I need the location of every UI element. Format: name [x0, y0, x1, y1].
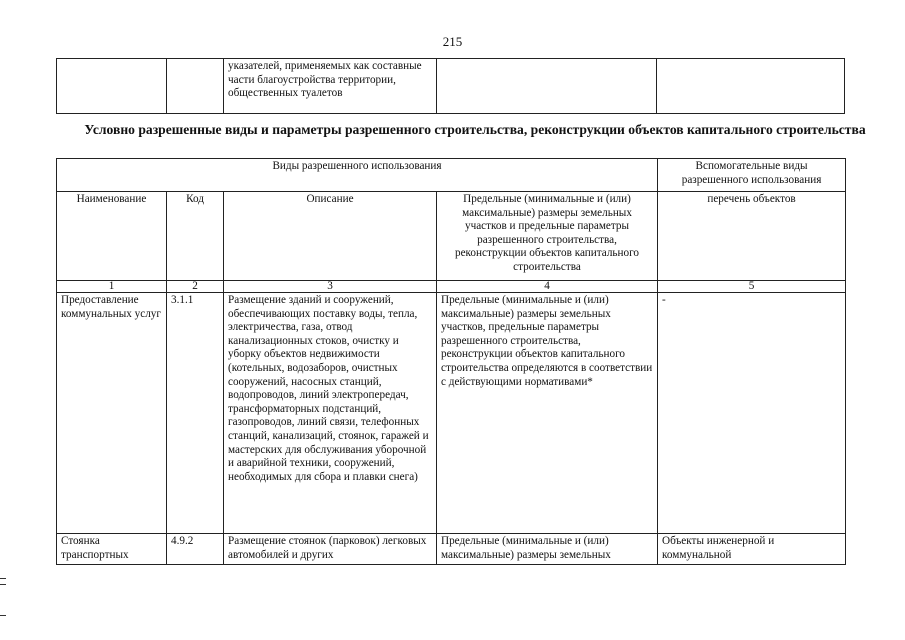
use-name-cell [57, 534, 167, 565]
table-cell [167, 59, 224, 114]
page-number: 215 [442, 34, 463, 49]
auxiliary-objects-cell: - [658, 293, 846, 534]
column-header-description: Описание [224, 192, 437, 281]
column-number: 5 [658, 281, 846, 293]
table-row [57, 293, 846, 534]
table-cell: указателей, применяемых как составные части благоустройства территории, общественных туалетов [224, 59, 437, 114]
use-code-cell [167, 534, 224, 565]
auxiliary-uses-header: Вспомогательные виды разрешенного использования [658, 159, 846, 192]
column-header-code: Код [167, 192, 224, 281]
column-header-limits: Предельные (минимальные и (или) максимальные) размеры земельных участков и предельные параметры разрешенного строительства, реконструкции объектов капитального строительства [437, 192, 658, 281]
column-header-name: Наименование [57, 192, 167, 281]
scan-margin-mark [0, 584, 6, 585]
column-number-row [57, 281, 846, 293]
auxiliary-objects-cell [658, 534, 846, 565]
column-header-objects: перечень объектов [658, 192, 846, 281]
column-number: 3 [224, 281, 437, 293]
table-column-header-row [57, 192, 846, 281]
column-number: 1 [57, 281, 167, 293]
use-limits-text: Предельные (минимальные и (или) максимальные) размеры земельных [441, 535, 611, 561]
table-group-header-row [57, 159, 846, 192]
table-row [57, 534, 846, 565]
use-description-cell [224, 534, 437, 565]
table-cell [437, 59, 657, 114]
table-row [57, 59, 845, 114]
use-name-cell: Предоставление коммунальных услуг [57, 293, 167, 534]
use-code-text: 4.9.2 [171, 535, 194, 547]
column-number: 4 [437, 281, 658, 293]
previous-page-table-continuation [56, 58, 845, 114]
use-limits-cell: Предельные (минимальные и (или) максимальные) размеры земельных участков, предельные параметры разрешенного строительства, реконструкции объектов капитального строительства определяются в соответствии с действующими нормативами* [437, 293, 658, 534]
permitted-uses-header: Виды разрешенного использования [57, 159, 658, 192]
use-description-cell: Размещение зданий и сооружений, обеспечивающих поставку воды, тепла, электричества, газа, отвод канализационных стоков, очистку и уборку объектов недвижимости (котельных, водозаборов, очистных сооружений, насосных станций, водопроводов, линий электропередач, трансформаторных подстанций, газопроводов, линий связи, телефонных станций, канализаций, стоянок, гаражей и мастерских для обслуживания уборочной и аварийной техники, сооружений, необходимых для сбора и плавки снега) [224, 293, 437, 534]
table-cell [57, 59, 167, 114]
scan-margin-mark [0, 615, 6, 616]
use-name-text: Стоянка транспортных [61, 535, 129, 561]
table-cell [657, 59, 845, 114]
use-description-text: Размещение стоянок (парковок) легковых автомобилей и других [228, 535, 427, 561]
scan-margin-mark [0, 578, 6, 579]
section-title: Условно разрешенные виды и параметры разрешенного строительства, реконструкции объектов капитального строительства [84, 122, 866, 137]
auxiliary-objects-text: Объекты инженерной и коммунальной [662, 535, 775, 561]
use-limits-cell [437, 534, 658, 565]
use-code-cell: 3.1.1 [167, 293, 224, 534]
conditional-uses-table [56, 158, 846, 565]
column-number: 2 [167, 281, 224, 293]
